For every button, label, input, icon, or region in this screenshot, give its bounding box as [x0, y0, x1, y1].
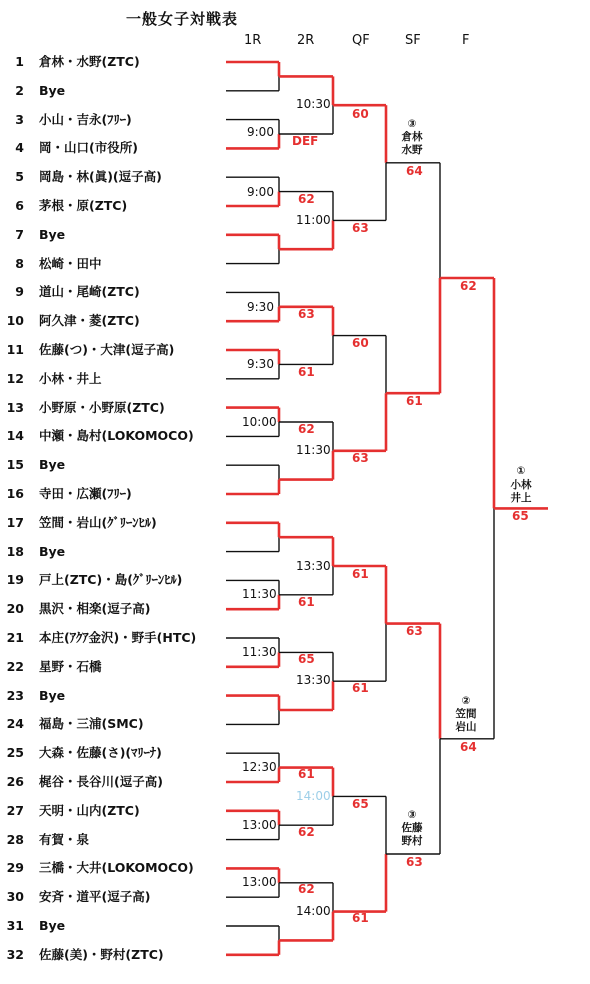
sf2-name-1: 佐藤	[401, 822, 423, 834]
champion-name-2: 井上	[510, 492, 532, 504]
score: 61	[352, 911, 369, 925]
player-name: 小野原・小野原(ZTC)	[39, 399, 165, 415]
sf2-rank: ③	[407, 809, 417, 821]
seed-number: 23	[6, 687, 24, 703]
seed-number: 24	[6, 716, 24, 732]
player-name: 倉林・水野(ZTC)	[39, 54, 140, 69]
match-time: 9:30	[247, 357, 274, 371]
player-name: 三橋・大井(LOKOMOCO)	[39, 860, 194, 876]
score: 61	[352, 567, 369, 581]
seed-number: 16	[6, 486, 24, 501]
score: 63	[352, 451, 369, 465]
player-name: 道山・尾崎(ZTC)	[39, 284, 140, 300]
seed-number: 30	[6, 889, 24, 905]
player-name: 佐藤(つ)・大津(逗子高)	[39, 342, 175, 357]
match-time: 9:00	[247, 185, 274, 199]
match-time: 9:00	[247, 125, 274, 139]
player-name: 天明・山内(ZTC)	[39, 802, 140, 818]
score: DEF	[292, 134, 319, 148]
match-time-pending: 14:00	[296, 789, 331, 803]
seed-number: 15	[6, 457, 24, 473]
player-name: 大森・佐藤(さ)(ﾏﾘｰﾅ)	[39, 745, 162, 761]
score: 62	[298, 192, 315, 206]
sf2-name-2: 野村	[401, 835, 423, 847]
match-time: 14:00	[296, 904, 331, 918]
player-name: 安斉・道平(逗子高)	[39, 889, 151, 905]
seed-number: 32	[6, 946, 24, 962]
player-name: 岡・山口(市役所)	[39, 140, 138, 156]
seed-number: 13	[6, 399, 24, 415]
player-name: 小山・吉永(ﾌﾘｰ)	[39, 111, 132, 127]
score: 65	[352, 797, 369, 811]
player-name: Bye	[39, 82, 66, 98]
player-name: Bye	[39, 687, 66, 703]
player-name: Bye	[39, 918, 66, 933]
sf1-name-2: 水野	[401, 144, 423, 156]
seed-number: 1	[15, 54, 24, 69]
match-time: 13:00	[242, 818, 277, 832]
score: 63	[406, 855, 423, 869]
seed-number: 4	[15, 140, 24, 156]
sf1-name-1: 倉林	[401, 131, 423, 143]
match-time: 11:30	[296, 443, 331, 457]
match-time: 12:30	[242, 760, 277, 774]
player-name: 寺田・広瀬(ﾌﾘｰ)	[39, 486, 132, 501]
player-name: 松崎・田中	[39, 255, 102, 271]
seed-number: 25	[6, 745, 24, 761]
player-name: 星野・石橋	[39, 658, 102, 674]
score: 61	[406, 394, 423, 408]
seed-number: 3	[15, 111, 24, 127]
score: 63	[298, 307, 315, 321]
player-name: 阿久津・菱(ZTC)	[39, 313, 140, 329]
seed-number: 2	[15, 82, 24, 98]
player-name: 黒沢・相楽(逗子高)	[39, 601, 151, 617]
seed-number: 7	[15, 226, 24, 242]
score: 63	[406, 624, 423, 638]
player-name: 笠間・岩山(ｸﾞﾘｰﾝﾋﾙ)	[39, 514, 157, 530]
champion-name-1: 小林	[510, 479, 532, 491]
player-name: 梶谷・長谷川(逗子高)	[39, 774, 163, 789]
score: 65	[298, 652, 315, 666]
round-header-f: F	[462, 33, 470, 48]
sf1-rank: ③	[407, 118, 417, 130]
round-header-sf: SF	[405, 33, 421, 48]
player-name: Bye	[39, 543, 66, 559]
seed-number: 11	[6, 342, 24, 357]
player-name: Bye	[39, 457, 66, 473]
match-time: 11:00	[296, 213, 331, 227]
player-name: 本庄(ｱｸｱ金沢)・野手(HTC)	[39, 630, 197, 645]
match-time: 13:00	[242, 875, 277, 889]
score: 62	[298, 422, 315, 436]
round-header-qf: QF	[352, 33, 370, 48]
player-name: 佐藤(美)・野村(ZTC)	[39, 946, 164, 962]
seed-number: 27	[6, 802, 24, 818]
player-name: 福島・三浦(SMC)	[39, 716, 144, 732]
round-header-1r: 1R	[244, 33, 262, 48]
score: 61	[298, 595, 315, 609]
match-time: 11:30	[242, 587, 277, 601]
match-time: 11:30	[242, 645, 277, 659]
finalist-rank: ②	[461, 695, 471, 707]
finalist-name-2: 岩山	[455, 721, 477, 733]
score: 62	[298, 882, 315, 896]
player-name: 中瀬・島村(LOKOMOCO)	[39, 428, 194, 444]
seed-number: 18	[6, 543, 24, 559]
seed-number: 10	[6, 313, 24, 329]
player-name: 有賀・泉	[39, 831, 90, 847]
seed-number: 8	[15, 255, 24, 271]
seed-number: 20	[6, 601, 24, 617]
page-title: 一般女子対戦表	[126, 10, 239, 28]
score: 63	[352, 221, 369, 235]
seed-number: 12	[6, 370, 24, 386]
match-time: 10:30	[296, 97, 331, 111]
score: 64	[460, 740, 477, 754]
score: 62	[298, 825, 315, 839]
score: 62	[460, 279, 477, 293]
player-name: 岡島・林(眞)(逗子高)	[39, 169, 162, 185]
finalist-name-1: 笠間	[455, 708, 477, 720]
match-time: 9:30	[247, 300, 274, 314]
score: 65	[512, 509, 529, 523]
seed-number: 17	[6, 514, 24, 530]
score: 61	[298, 365, 315, 379]
seed-number: 14	[6, 428, 24, 444]
seed-number: 26	[6, 774, 24, 789]
match-time: 10:00	[242, 415, 277, 429]
match-time: 13:30	[296, 559, 331, 573]
score: 60	[352, 336, 369, 350]
seed-number: 21	[6, 630, 24, 645]
round-header-2r: 2R	[297, 33, 315, 48]
seed-number: 19	[6, 572, 24, 588]
match-time: 13:30	[296, 673, 331, 687]
seed-number: 31	[6, 918, 24, 933]
player-name: Bye	[39, 226, 66, 242]
player-name: 小林・井上	[39, 370, 102, 386]
seed-number: 22	[6, 658, 24, 674]
player-name: 戸上(ZTC)・島(ｸﾞﾘｰﾝﾋﾙ)	[39, 572, 183, 588]
seed-number: 28	[6, 831, 24, 847]
player-name: 茅根・原(ZTC)	[39, 198, 128, 213]
seed-number: 9	[15, 284, 24, 300]
score: 60	[352, 107, 369, 121]
seed-number: 29	[6, 860, 24, 876]
champion-rank: ①	[516, 465, 526, 477]
seed-number: 5	[15, 169, 24, 185]
score: 61	[298, 767, 315, 781]
seed-number: 6	[15, 198, 24, 213]
score: 61	[352, 681, 369, 695]
score: 64	[406, 164, 423, 178]
